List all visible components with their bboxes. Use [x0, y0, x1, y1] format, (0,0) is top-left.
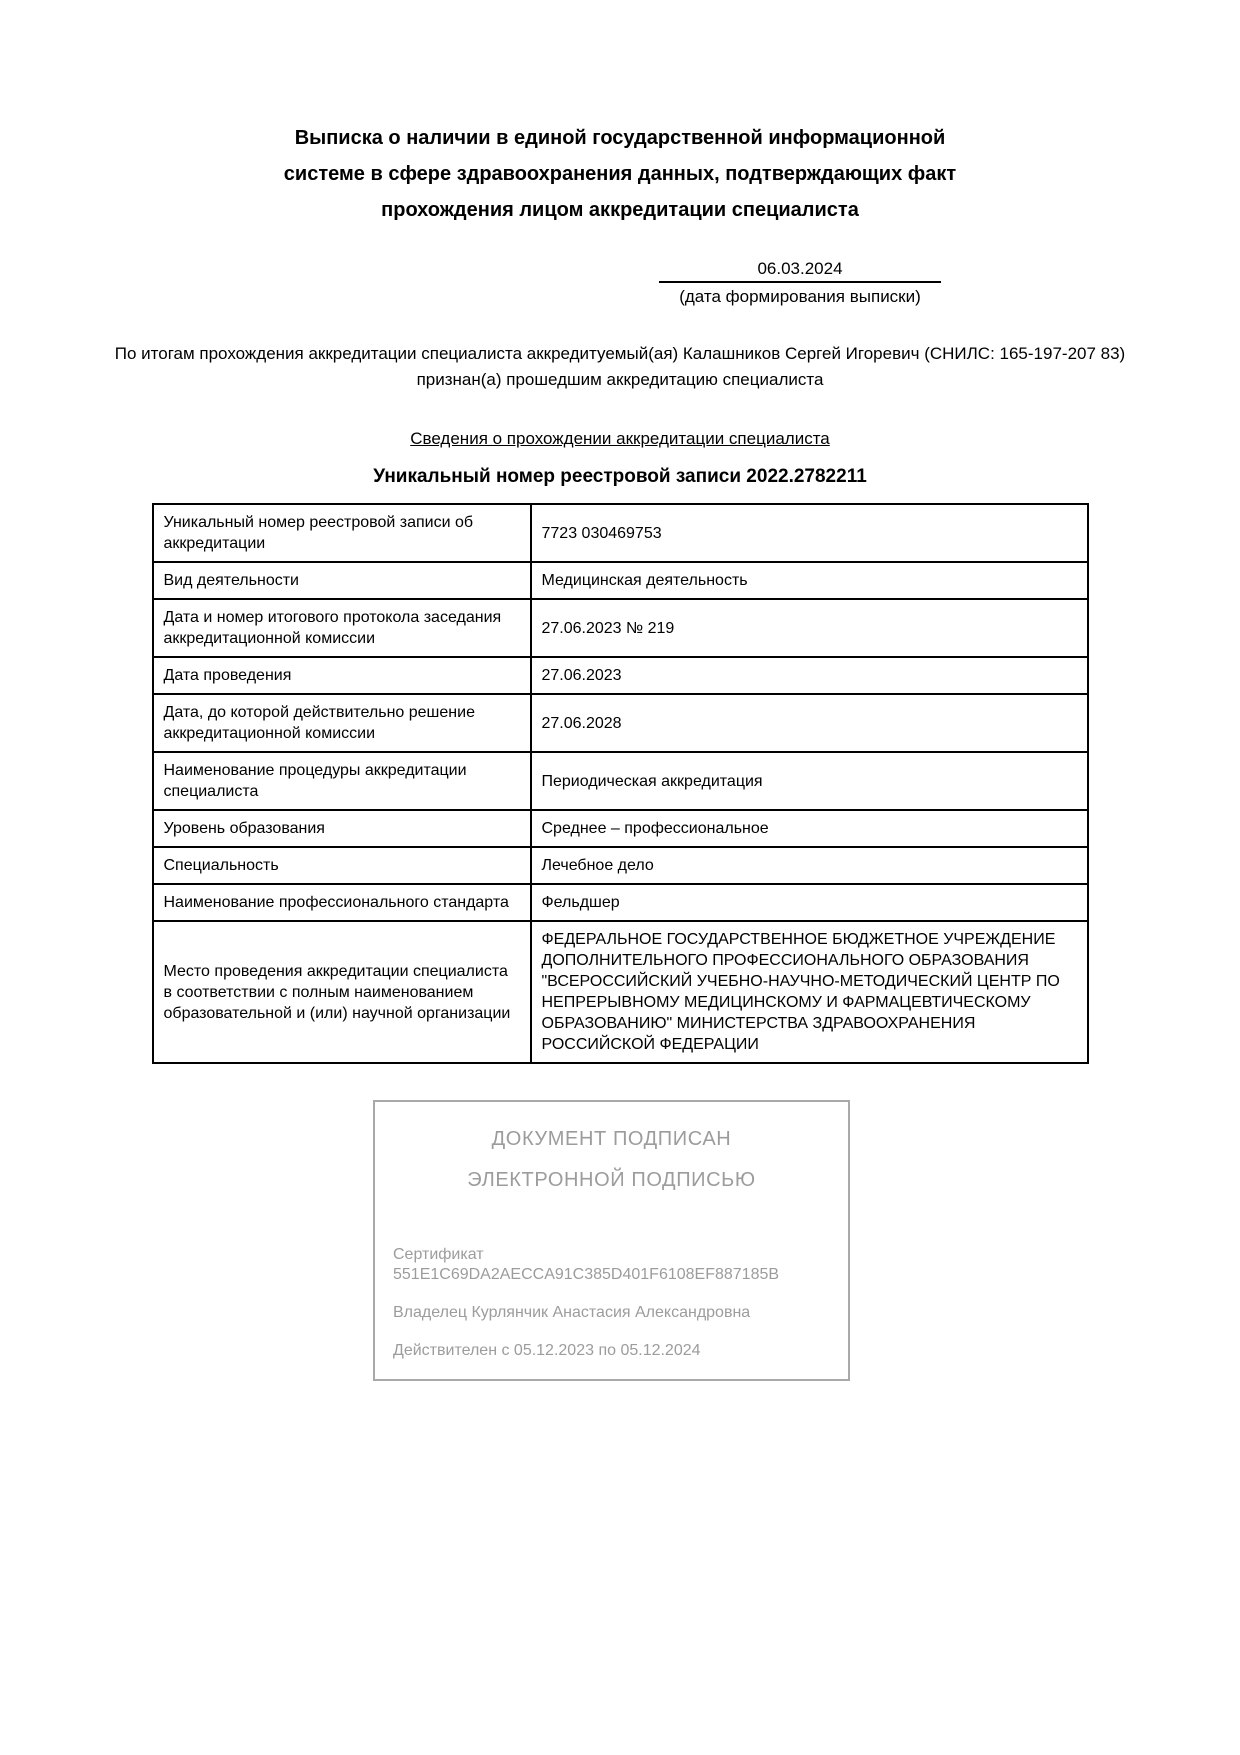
accreditation-table: [152, 503, 1089, 1064]
signature-heading-line: ЭЛЕКТРОННОЙ ПОДПИСЬЮ: [467, 1169, 756, 1191]
row-value: 27.06.2023: [531, 657, 1088, 694]
row-value: Лечебное дело: [531, 847, 1088, 884]
issue-date-value: 06.03.2024: [659, 258, 941, 283]
intro-paragraph: По итогам прохождения аккредитации специалиста аккредитуемый(ая) Калашников Сергей Игоревич (СНИЛС: 165-197-207 83) признан(а) прошедшим аккредитацию специалиста: [114, 344, 1126, 389]
row-value: Периодическая аккредитация: [531, 752, 1088, 810]
row-label: Дата проведения: [153, 657, 531, 694]
row-value: Среднее – профессиональное: [531, 810, 1088, 847]
signature-heading-line: ДОКУМЕНТ ПОДПИСАН: [491, 1128, 732, 1150]
table-row: [153, 562, 1088, 599]
table-row: [153, 810, 1088, 847]
row-label: Уникальный номер реестровой записи об аккредитации: [153, 504, 531, 562]
row-label: Специальность: [153, 847, 531, 884]
row-value: 27.06.2023 № 219: [531, 599, 1088, 657]
table-row: [153, 599, 1088, 657]
table-row: [153, 657, 1088, 694]
section-heading: Сведения о прохождении аккредитации специалиста: [410, 429, 830, 448]
row-value: 27.06.2028: [531, 694, 1088, 752]
document-title-line: прохождения лицом аккредитации специалиста: [381, 199, 859, 221]
signature-certificate: Сертификат 551E1C69DA2AECCA91C385D401F6108EF887185B: [393, 1246, 780, 1283]
row-label: Уровень образования: [153, 810, 531, 847]
document-title-line: системе в сфере здравоохранения данных, подтверждающих факт: [283, 163, 957, 185]
document-title: [0, 0, 1240, 228]
issue-date-block: [659, 258, 941, 308]
table-row: [153, 694, 1088, 752]
document-title-line: Выписка о наличии в единой государственной информационной: [294, 127, 946, 149]
table-row: [153, 847, 1088, 884]
row-label: Вид деятельности: [153, 562, 531, 599]
table-row: [153, 504, 1088, 562]
row-value: Медицинская деятельность: [531, 562, 1088, 599]
registry-number-heading: Уникальный номер реестровой записи 2022.2782211: [373, 466, 867, 487]
row-label: Наименование процедуры аккредитации специалиста: [153, 752, 531, 810]
digital-signature-stamp: [373, 1100, 850, 1381]
row-value: Фельдшер: [531, 884, 1088, 921]
row-label: Наименование профессионального стандарта: [153, 884, 531, 921]
row-value: ФЕДЕРАЛЬНОЕ ГОСУДАРСТВЕННОЕ БЮДЖЕТНОЕ УЧРЕЖДЕНИЕ ДОПОЛНИТЕЛЬНОГО ПРОФЕССИОНАЛЬНОГО ОБРАЗОВАНИЯ "ВСЕРОССИЙСКИЙ УЧЕБНО-НАУЧНО-МЕТОДИЧЕСКИЙ ЦЕНТР ПО НЕПРЕРЫВНОМУ МЕДИЦИНСКОМУ И ФАРМАЦЕВТИЧЕСКОМУ ОБРАЗОВАНИЮ" МИНИСТЕРСТВА ЗДРАВООХРАНЕНИЯ РОССИЙСКОЙ ФЕДЕРАЦИИ: [531, 921, 1088, 1063]
table-row: [153, 884, 1088, 921]
signature-owner: Владелец Курлянчик Анастасия Александровна: [393, 1304, 751, 1321]
row-value: 7723 030469753: [531, 504, 1088, 562]
row-label: Дата и номер итогового протокола заседания аккредитационной комиссии: [153, 599, 531, 657]
table-row: [153, 752, 1088, 810]
issue-date-caption: (дата формирования выписки): [679, 287, 921, 306]
table-row: [153, 921, 1088, 1063]
row-label: Дата, до которой действительно решение аккредитационной комиссии: [153, 694, 531, 752]
signature-details: [393, 1245, 830, 1361]
signature-validity: Действителен с 05.12.2023 по 05.12.2024: [393, 1342, 701, 1359]
row-label: Место проведения аккредитации специалиста в соответствии с полным наименованием образовательной и (или) научной организации: [153, 921, 531, 1063]
